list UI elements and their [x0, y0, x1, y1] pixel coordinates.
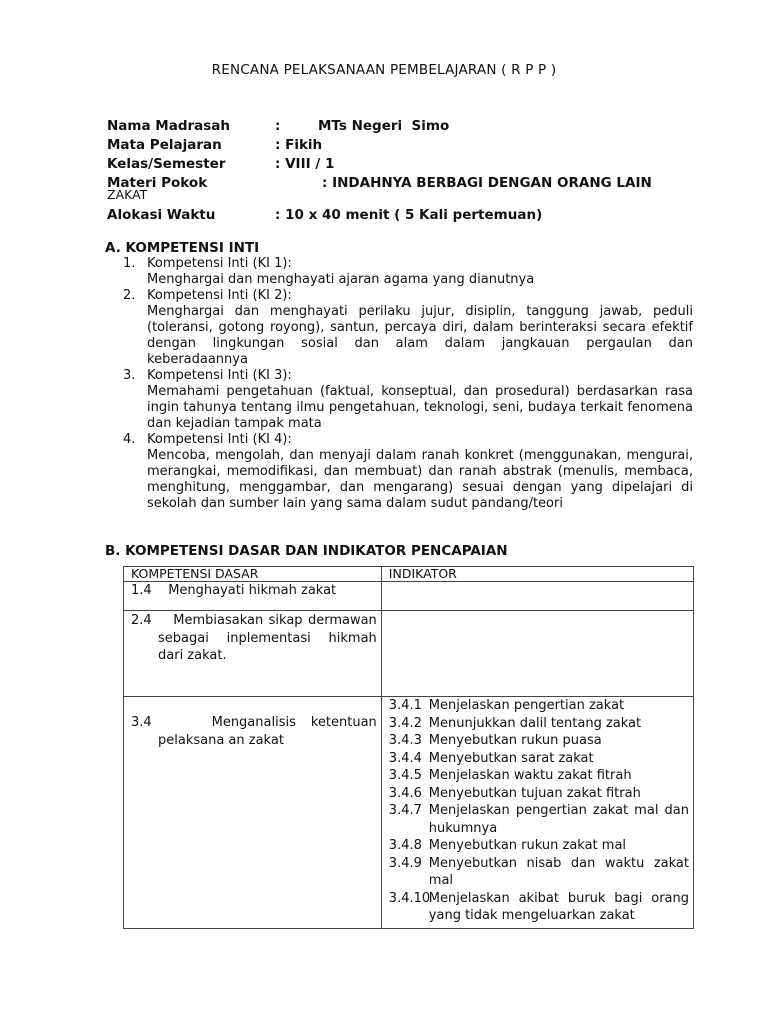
indicator-number: 3.4.8: [388, 838, 422, 853]
kd-cell: [124, 611, 382, 697]
list-item: [389, 855, 689, 890]
list-item: [389, 785, 689, 803]
indicator-number: 3.4.3: [388, 733, 422, 748]
indicator-text: Menyebutkan nisab dan waktu zakat mal: [428, 855, 689, 888]
ki-description: Menghargai dan menghayati ajaran agama yang dianutnya: [147, 272, 535, 287]
ki-title: Kompetensi Inti (KI 2):: [147, 288, 292, 303]
list-item: [389, 767, 689, 785]
indicator-number: 3.4.2: [388, 715, 422, 731]
indicator-text: Menyebutkan rukun zakat mal: [428, 838, 627, 853]
alokasi-value: : 10 x 40 menit ( 5 Kali pertemuan): [275, 207, 543, 223]
table-row: [124, 611, 694, 697]
indicator-number: 3.4.4: [388, 750, 422, 766]
indicator-text: Menjelaskan pengertian zakat: [428, 698, 625, 713]
list-item: [389, 890, 689, 925]
ki-title: Kompetensi Inti (KI 1):: [147, 256, 292, 271]
list-item: [389, 732, 689, 750]
kd-text: 2.4 Membiasakan sikap dermawan sebagai inplementasi hikmah dari zakat.: [131, 613, 381, 663]
ki-item: [123, 368, 693, 432]
ki-item: [123, 432, 693, 512]
kd-cell: 1.4 Menghayati hikmah zakat: [124, 582, 382, 611]
section-b-heading: B. KOMPETENSI DASAR DAN INDIKATOR PENCAPAIAN: [105, 543, 508, 559]
ki-number: 3.: [123, 368, 136, 383]
madrasah-label: Nama Madrasah: [107, 118, 231, 134]
table-row: [124, 582, 694, 611]
list-item: [389, 750, 689, 768]
ki-item: [123, 288, 693, 368]
mapel-value: : Fikih: [275, 137, 323, 153]
ki-title: Kompetensi Inti (KI 4):: [147, 432, 292, 447]
ki-number: 1.: [123, 256, 136, 271]
section-a-heading: A. KOMPETENSI INTI: [105, 240, 260, 256]
kd-text: 3.4 Menganalisis ketentuan pelaksana an zakat: [131, 715, 381, 748]
indicator-number: 3.4.5: [388, 768, 422, 783]
indicator-text: Menjelaskan pengertian zakat mal dan hukumnya: [428, 803, 689, 836]
alokasi-label: Alokasi Waktu: [107, 207, 216, 223]
materi-label: Materi Pokok: [107, 175, 208, 191]
list-item: [389, 802, 689, 837]
ki-item: [123, 256, 693, 288]
ki-number: 4.: [123, 432, 136, 447]
indicator-number: 3.4.9: [388, 855, 422, 871]
kd-indicator-table: [123, 566, 694, 929]
indicator-cell: [381, 697, 693, 929]
indicator-text: Menyebutkan sarat zakat: [428, 750, 594, 766]
ki-description: Menghargai dan menghayati perilaku jujur, disiplin, tanggung jawab, peduli (toleransi, gotong royong), santun, percaya diri, dalam berinteraksi secara efektif dengan lingkungan sosial dan alam dalam jangkauan pergaulan dan keberadaannya: [147, 304, 693, 367]
ki-description: Memahami pengetahuan (faktual, konseptual, dan prosedural) berdasarkan rasa ingin tahunya tentang ilmu pengetahuan, teknologi, seni, budaya terkait fenomena dan kejadian tampak mata: [147, 384, 693, 431]
mapel-label: Mata Pelajaran: [107, 137, 222, 153]
indicator-text: Menyebutkan rukun puasa: [428, 733, 602, 748]
indicator-number: 3.4.7: [388, 803, 422, 818]
kd-cell: [124, 697, 382, 929]
ki-title: Kompetensi Inti (KI 3):: [147, 368, 292, 383]
col-indicator-header: INDIKATOR: [381, 567, 693, 582]
indicator-text: Menjelaskan waktu zakat fitrah: [428, 768, 632, 783]
kelas-label: Kelas/Semester: [107, 156, 226, 172]
document-title: RENCANA PELAKSANAAN PEMBELAJARAN ( R P P ): [211, 62, 557, 78]
indicator-number: 3.4.6: [388, 785, 422, 801]
ki-number: 2.: [123, 288, 136, 303]
ki-description: Mencoba, mengolah, dan menyaji dalam ranah konkret (menggunakan, mengurai, merangkai, memodifikasi, dan membuat) dan ranah abstrak (menulis, membaca, menghitung, menggambar, dan mengarang) sesuai dengan yang dipelajari di sekolah dan sumber lain yang sama dalam sudut pandang/teori: [147, 448, 693, 511]
indicator-text: Menyebutkan tujuan zakat fitrah: [428, 785, 641, 801]
list-item: [389, 697, 689, 715]
indicator-list: [389, 697, 689, 925]
table-row: [124, 697, 694, 929]
indicator-text: Menjelaskan akibat buruk bagi orang yang tidak mengeluarkan zakat: [428, 890, 689, 923]
list-item: [389, 837, 689, 855]
indicator-text: Menunjukkan dalil tentang zakat: [428, 715, 642, 731]
indicator-cell: [381, 582, 693, 611]
madrasah-value: : MTs Negeri Simo: [275, 118, 450, 134]
list-item: [389, 715, 689, 733]
materi-sub: ZAKAT: [107, 187, 148, 202]
kompetensi-inti-list: [123, 256, 693, 512]
table-header-row: [124, 567, 694, 582]
col-kd-header: KOMPETENSI DASAR: [124, 567, 382, 582]
indicator-number: 3.4.1: [388, 698, 422, 713]
kelas-value: : VIII / 1: [275, 156, 335, 172]
indicator-cell: [381, 611, 693, 697]
materi-value: : INDAHNYA BERBAGI DENGAN ORANG LAIN: [322, 175, 652, 191]
indicator-number: 3.4.10: [388, 890, 431, 906]
